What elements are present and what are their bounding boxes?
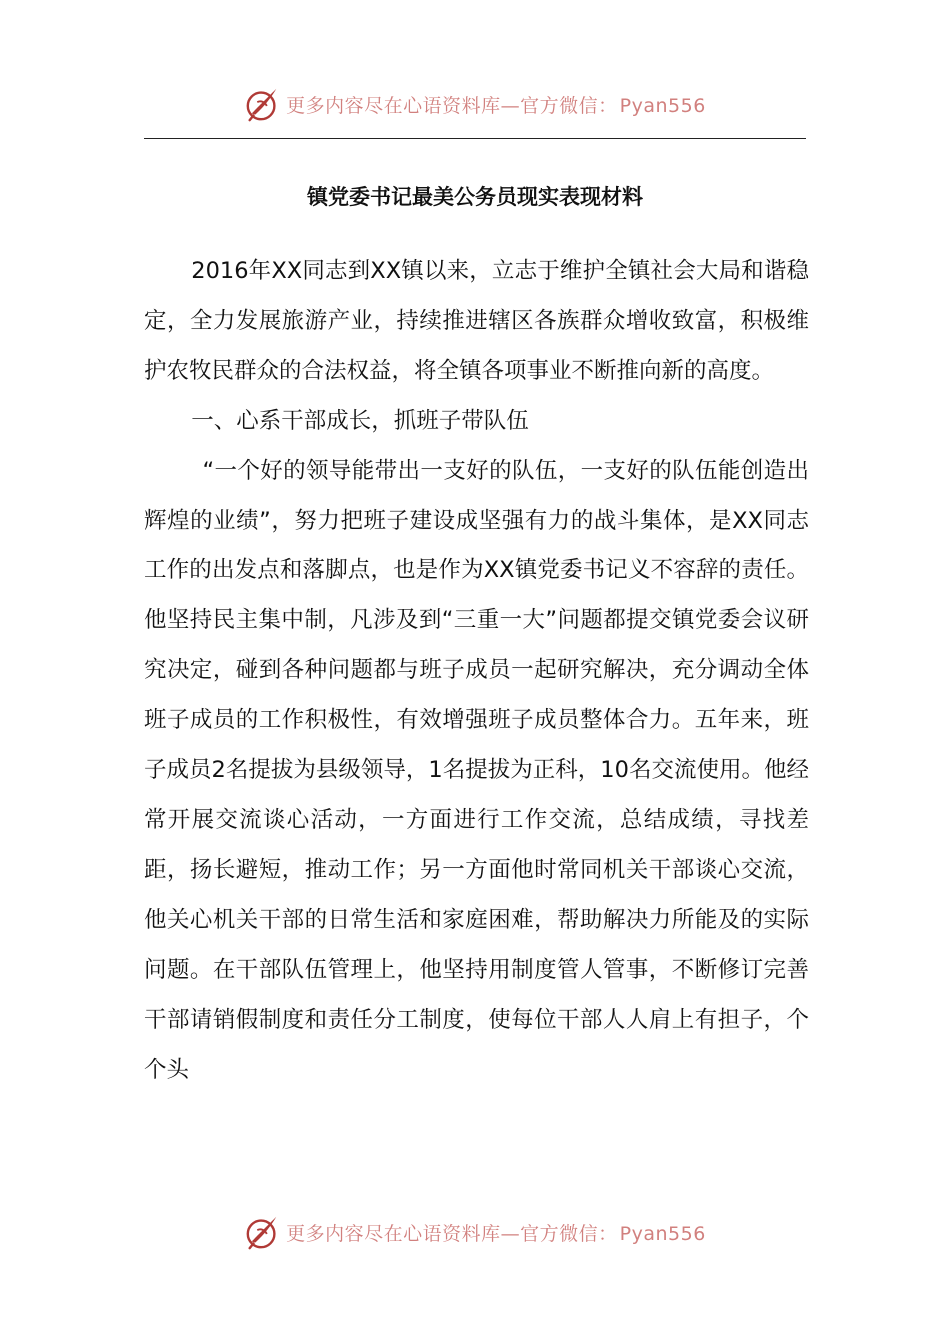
quill-logo-icon	[244, 1213, 282, 1251]
document-title: 镇党委书记最美公务员现实表现材料	[307, 185, 643, 209]
watermark-text: 更多内容尽在心语资料库—官方微信： Pyan556	[286, 1222, 706, 1245]
quill-logo-icon	[244, 85, 282, 123]
paragraph: 2016年XX同志到XX镇以来，立志于维护全镇社会大局和谐稳定，全力发展旅游产业，持续推进辖区各族群众增收致富，积极维护农牧民群众的合法权益，将全镇各项事业不断推向新的高度。	[144, 258, 809, 384]
paragraph: “一个好的领导能带出一支好的队伍，一支好的队伍能创造出辉煌的业绩”，努力把班子建设成坚强有力的战斗集体，是XX同志工作的出发点和落脚点，也是作为XX镇党委书记义不容辞的责任。他坚持民主集中制，凡涉及到“三重一大”问题都提交镇党委会议研究决定，碰到各种问题都与班子成员一起研究解决，充分调动全体班子成员的工作积极性，有效增强班子成员整体合力。五年来，班子成员2名提拔为县级领导，1名提拔为正科，10名交流使用。他经常开展交流谈心活动，一方面进行工作交流，总结成绩，寻找差距，扬长避短，推动工作；另一方面他时常同机关干部谈心交流，他关心机关干部的日常生活和家庭困难，帮助解决力所能及的实际问题。在干部队伍管理上，他坚持用制度管人管事，不断修订完善干部请销假制度和责任分工制度，使每位干部人人肩上有担子，个个头	[144, 457, 809, 1083]
watermark-text: 更多内容尽在心语资料库—官方微信： Pyan556	[286, 94, 706, 117]
section-heading: 一、心系干部成长，抓班子带队伍	[191, 407, 529, 434]
header-watermark	[0, 82, 950, 126]
footer-watermark	[0, 1210, 950, 1254]
document-body	[144, 247, 809, 1095]
header-divider	[144, 138, 806, 139]
